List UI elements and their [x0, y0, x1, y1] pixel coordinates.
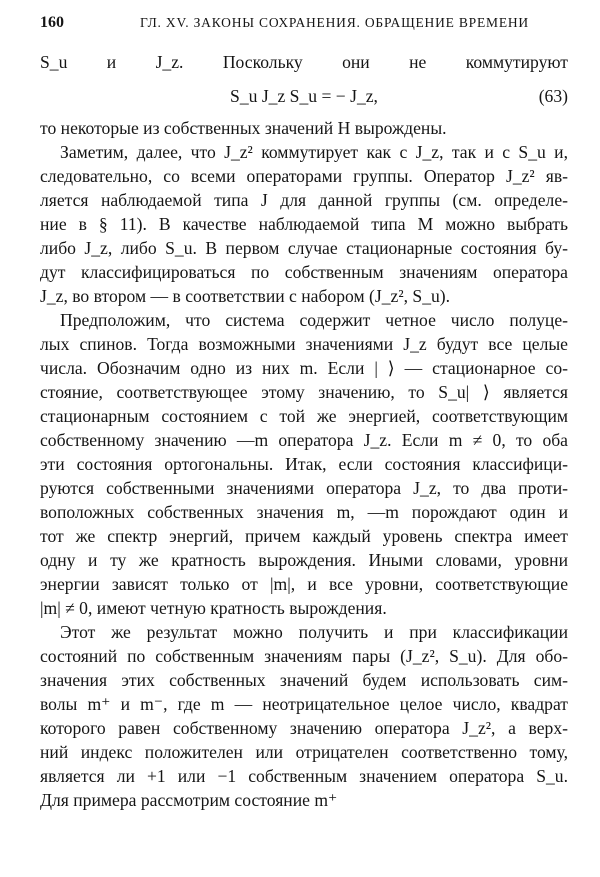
text-line: ний индекс положителен или отрицателен соответственно тому,	[40, 742, 568, 762]
text-line: |m| ≠ 0, имеют четную кратность вырождения.	[40, 598, 387, 618]
equation-number: (63)	[538, 86, 568, 106]
text-line: стационарным состоянием с той же энергией, соответствующим	[40, 406, 568, 426]
text-line: ляется наблюдаемой типа J для данной группы (см. определе-	[40, 190, 568, 210]
text-line: Заметим, далее, что J_z² коммутирует как с J_z, так и с S_u и,	[60, 142, 568, 162]
text-line: следовательно, со всеми операторами группы. Оператор J_z² яв-	[40, 166, 568, 186]
text-line: воположных собственных значения m, —m порождают один и	[40, 502, 568, 522]
text-line: руются собственными значениями оператора J_z, то два проти-	[40, 478, 568, 498]
text-line: стояние, соответствующее этому значению, то S_u| ⟩ является	[40, 382, 568, 402]
text-line: то некоторые из собственных значений H вырождены.	[40, 118, 447, 138]
running-title: ГЛ. XV. ЗАКОНЫ СОХРАНЕНИЯ. ОБРАЩЕНИЕ ВРЕМЕНИ	[140, 15, 529, 30]
text-line: S_u и J_z. Поскольку они не коммутируют	[40, 52, 568, 72]
page-header	[40, 10, 568, 36]
text-line: числа. Обозначим одно из них m. Если | ⟩ — стационарное со-	[40, 358, 568, 378]
text-line: волы m⁺ и m⁻, где m — неотрицательное целое число, квадрат	[40, 694, 568, 714]
text-line: собственному значению —m оператора J_z. Если m ≠ 0, то оба	[40, 430, 568, 450]
page-number: 160	[40, 14, 64, 31]
equation-text: S_u J_z S_u = − J_z,	[230, 86, 378, 106]
text-line: либо J_z, либо S_u. В первом случае стационарные состояния бу-	[40, 238, 568, 258]
text-line: эти состояния ортогональны. Итак, если состояния классифици-	[40, 454, 568, 474]
text-line: одну и ту же кратность вырождения. Иными словами, уровни	[40, 550, 568, 570]
text-line: энергии зависят только от |m|, и все уровни, соответствующие	[40, 574, 568, 594]
text-line: Для примера рассмотрим состояние m⁺	[40, 790, 338, 810]
text-line: J_z, во втором — в соответствии с набором (J_z², S_u).	[40, 286, 451, 306]
text-line: значения этих собственных значений будем использовать сим-	[40, 670, 568, 690]
text-line: Предположим, что система содержит четное число полуце-	[60, 310, 568, 330]
text-line: является ли +1 или −1 собственным значением оператора S_u.	[40, 766, 568, 786]
equation-63	[40, 84, 568, 108]
text-line: Этот же результат можно получить и при классификации	[60, 622, 568, 642]
text-line: ние в § 11). В качестве наблюдаемой типа M можно выбрать	[40, 214, 568, 234]
text-line: дут классифицироваться по собственным значениям оператора	[40, 262, 568, 282]
text-line: состояний по собственным значениям пары (J_z², S_u). Для обо-	[40, 646, 568, 666]
text-line: которого равен собственному значению оператора J_z², а верх-	[40, 718, 568, 738]
text-line: лых спинов. Тогда возможными значениями J_z будут все целые	[40, 334, 568, 354]
text-line: тот же спектр энергий, причем каждый уровень спектра имеет	[40, 526, 568, 546]
